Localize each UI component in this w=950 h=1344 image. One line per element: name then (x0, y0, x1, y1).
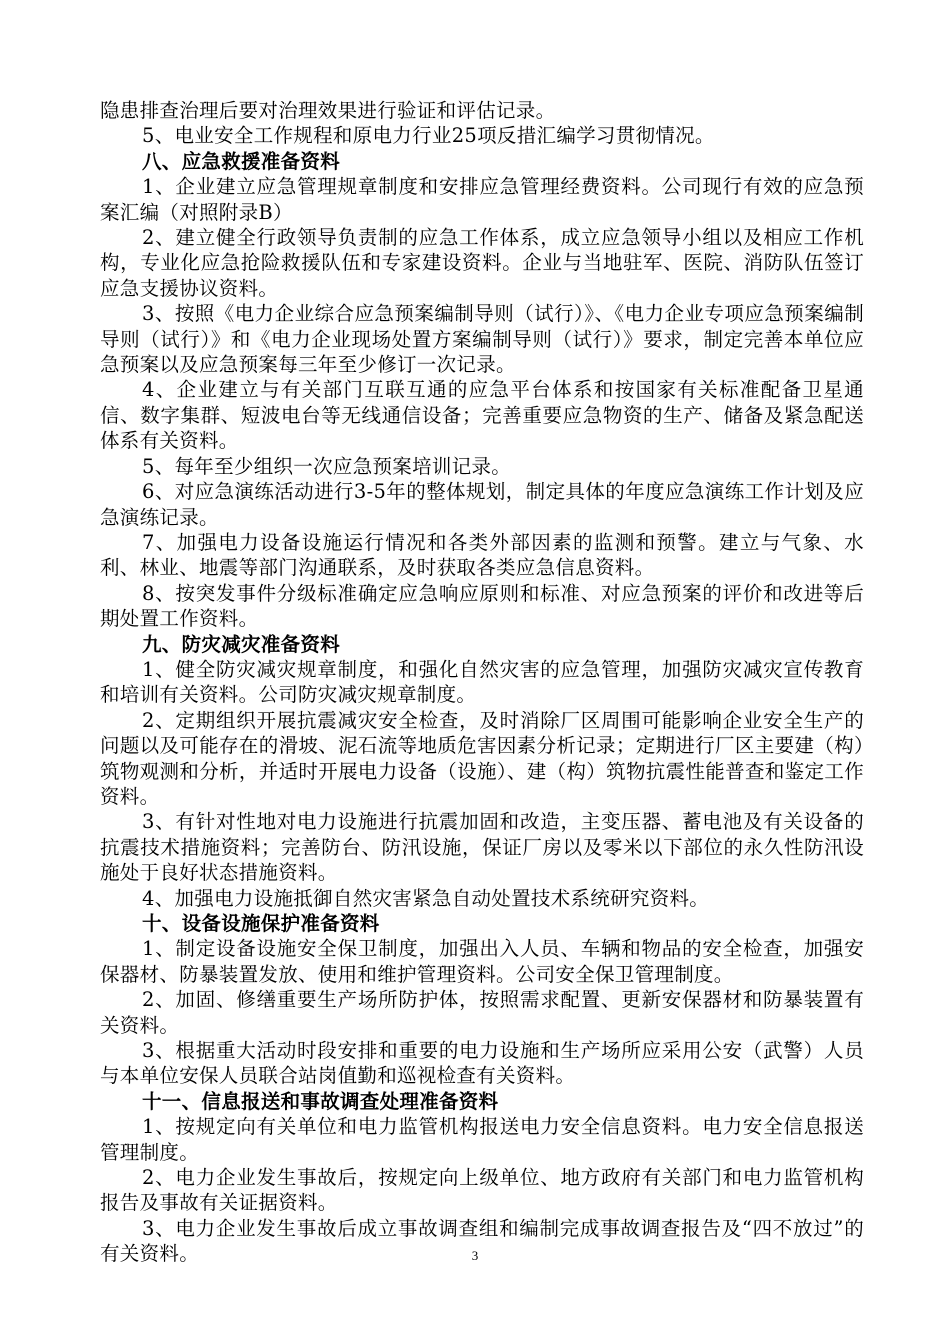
paragraph: 6、对应急演练活动进行3-5年的整体规划，制定具体的年度应急演练工作计划及应急演练记录。 (100, 480, 864, 529)
paragraph: 1、制定设备设施安全保卫制度，加强出入人员、车辆和物品的安全检查，加强安保器材、防暴装置发放、使用和维护管理资料。公司安全保卫管理制度。 (100, 937, 864, 986)
paragraph: 1、按规定向有关单位和电力监管机构报送电力安全信息资料。电力安全信息报送管理制度。 (100, 1115, 864, 1164)
page-number: 3 (471, 1248, 479, 1263)
section-heading: 八、应急救援准备资料 (142, 149, 341, 173)
paragraph: 8、按突发事件分级标准确定应急响应原则和标准、对应急预案的评价和改进等后期处置工作资料。 (100, 581, 864, 631)
section-heading: 十、设备设施保护准备资料 (142, 912, 380, 935)
paragraph: 3、根据重大活动时段安排和重要的电力设施和生产场所应采用公安（武警）人员与本单位安保人员联合站岗值勤和巡视检查有关资料。 (100, 1039, 864, 1088)
paragraph: 1、健全防灾减灾规章制度，和强化自然灾害的应急管理，加强防灾减灾宣传教育和培训有关资料。公司防灾减灾规章制度。 (100, 657, 864, 707)
paragraph: 3、电力企业发生事故后成立事故调查组和编制完成事故调查报告及“四不放过”的有关资料。 (100, 1216, 864, 1266)
section-heading: 九、防灾减灾准备资料 (142, 632, 341, 656)
paragraph: 1、企业建立应急管理规章制度和安排应急管理经费资料。公司现行有效的应急预案汇编（对照附录B） (100, 175, 864, 224)
document-body (100, 98, 864, 1267)
paragraph: 5、电业安全工作规程和原电力行业25项反措汇编学习贯彻情况。 (142, 124, 715, 148)
section-heading: 十一、信息报送和事故调查处理准备资料 (142, 1089, 499, 1113)
paragraph: 2、定期组织开展抗震减灾安全检查，及时消除厂区周围可能影响企业安全生产的问题以及可能存在的滑坡、泥石流等地质危害因素分析记录；定期进行厂区主要建（构）筑物观测和分析，并适时开展电力设备（设施）、建（构）筑物抗震性能普查和鉴定工作资料。 (100, 708, 864, 808)
paragraph: 隐患排查治理后要对治理效果进行验证和评估记录。 (100, 99, 556, 122)
paragraph: 3、有针对性地对电力设施进行抗震加固和改造，主变压器、蓄电池及有关设备的抗震技术措施资料；完善防台、防汛设施，保证厂房以及零米以下部位的永久性防汛设施处于良好状态措施资料。 (100, 810, 864, 885)
paragraph: 4、加强电力设施抵御自然灾害紧急自动处置技术系统研究资料。 (142, 886, 710, 910)
paragraph: 4、企业建立与有关部门互联互通的应急平台体系和按国家有关标准配备卫星通信、数字集群、短波电台等无线通信设备；完善重要应急物资的生产、储备及紧急配送体系有关资料。 (100, 378, 864, 453)
paragraph: 2、电力企业发生事故后，按规定向上级单位、地方政府有关部门和电力监管机构报告及事故有关证据资料。 (100, 1166, 864, 1215)
paragraph: 3、按照《电力企业综合应急预案编制导则（试行）》、《电力企业专项应急预案编制导则（试行）》和《电力企业现场处置方案编制导则（试行）》要求，制定完善本单位应急预案以及应急预案每三年至少修订一次记录。 (100, 302, 864, 377)
paragraph: 5、每年至少组织一次应急预案培训记录。 (142, 454, 512, 478)
paragraph: 2、建立健全行政领导负责制的应急工作体系，成立应急领导小组以及相应工作机构，专业化应急抢险救援队伍和专家建设资料。企业与当地驻军、医院、消防队伍签订应急支援协议资料。 (100, 226, 864, 300)
paragraph: 2、加固、修缮重要生产场所防护体，按照需求配置、更新安保器材和防暴装置有关资料。 (100, 988, 864, 1037)
paragraph: 7、加强电力设备设施运行情况和各类外部因素的监测和预警。建立与气象、水利、林业、地震等部门沟通联系，及时获取各类应急信息资料。 (100, 530, 864, 580)
